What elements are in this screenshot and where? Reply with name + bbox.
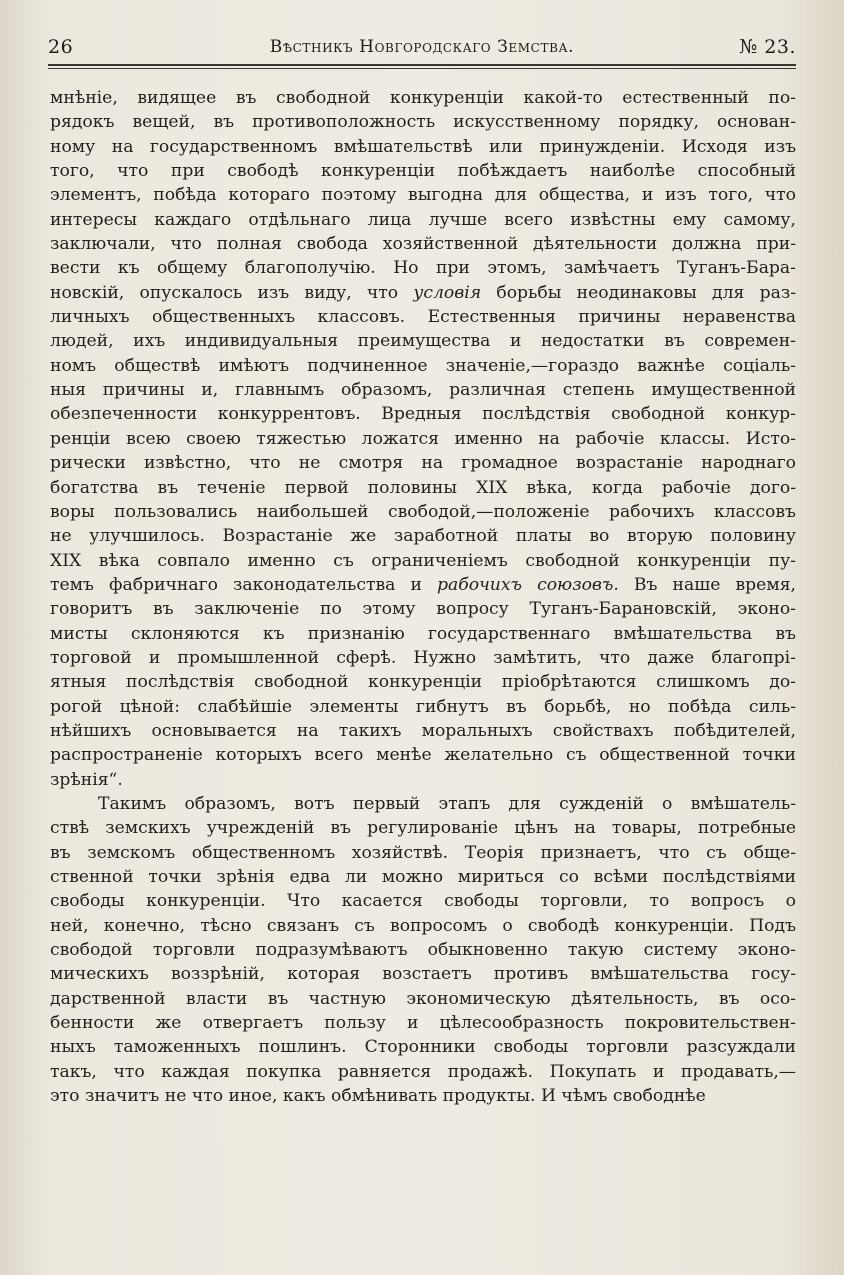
text-line: бенности же отвергаетъ пользу и цѣлесообразность покровительствен- [50, 1013, 796, 1034]
text-line: интересы каждаго отдѣльнаго лица лучше всего извѣстны ему самому, [50, 209, 796, 230]
text-line: ятныя послѣдствія свободной конкуренціи пріобрѣтаются слишкомъ до- [50, 672, 796, 693]
text-line: ствѣ земскихъ учрежденій въ регулированіе цѣнъ на товары, потребные [50, 818, 796, 839]
text-line: богатства въ теченіе первой половины XIX вѣка, когда рабочіе дого- [50, 477, 796, 498]
text-line: говоритъ въ заключеніе по этому вопросу Туганъ-Барановскій, эконо- [50, 599, 796, 620]
text-line: ренціи всею своею тяжестью ложатся именно на рабочіе классы. Исто- [50, 428, 796, 449]
text-line: мисты склоняются къ признанію государственнаго вмѣшательства въ [50, 623, 796, 644]
text-line: дарственной власти въ частную экономическую дѣятельность, въ осо- [50, 988, 796, 1009]
issue-number: № 23. [739, 36, 796, 58]
text-line: рогой цѣной: слабѣйшіе элементы гибнутъ въ борьбѣ, но побѣда силь- [50, 696, 796, 717]
text-line: свободой торговли подразумѣваютъ обыкновенно такую систему эконо- [50, 940, 796, 961]
text-line: это значитъ не что иное, какъ обмѣнивать продукты. И чѣмъ свободнѣе [50, 1086, 706, 1107]
page-number: 26 [48, 36, 74, 58]
text-line: людей, ихъ индивидуальныя преимущества и недостатки въ современ- [50, 331, 796, 352]
text-line: вести къ общему благополучію. Но при этомъ, замѣчаетъ Туганъ-Бара- [50, 258, 796, 279]
text-line: ныхъ таможенныхъ пошлинъ. Сторонники свободы торговли разсуждали [50, 1037, 796, 1058]
text-line: ныя причины и, главнымъ образомъ, различная степень имущественной [50, 380, 796, 401]
text-line: не улучшилось. Возрастаніе же заработной платы во вторую половину [50, 526, 796, 547]
text-line: распространеніе которыхъ всего менѣе желательно съ общественной точки [50, 745, 796, 766]
text-line: торговой и промышленной сферѣ. Нужно замѣтить, что даже благопрі- [50, 647, 796, 668]
running-header [48, 34, 796, 60]
text-line: обезпеченности конкуррентовъ. Вредныя послѣдствія свободной конкур- [50, 404, 796, 425]
text-line: такъ, что каждая покупка равняется продажѣ. Покупать и продавать,— [50, 1061, 796, 1082]
text-line: темъ фабричнаго законодательства и рабочихъ союзовъ. Въ наше время, [50, 574, 796, 595]
text-line: свободы конкуренціи. Что касается свободы торговли, то вопросъ о [50, 891, 796, 912]
text-line: въ земскомъ общественномъ хозяйствѣ. Теорія признаетъ, что съ обще- [50, 842, 796, 863]
text-line: мнѣніе, видящее въ свободной конкуренціи какой-то естественный по- [50, 88, 796, 108]
text-line: ней, конечно, тѣсно связанъ съ вопросомъ о свободѣ конкуренціи. Подъ [50, 915, 796, 936]
text-line: мическихъ воззрѣній, которая возстаетъ противъ вмѣшательства госу- [50, 964, 796, 985]
text-line: номъ обществѣ имѣютъ подчиненное значеніе,—гораздо важнѣе соціаль- [50, 355, 796, 376]
text-line: ственной точки зрѣнія едва ли можно мириться со всѣми послѣдствіями [50, 867, 796, 887]
text-line: рядокъ вещей, въ противоположность искусственному порядку, основан- [50, 112, 796, 133]
text-line: того, что при свободѣ конкуренціи побѣждаетъ наиболѣе способный [50, 161, 796, 182]
text-line: новскій, опускалось изъ виду, что условія борьбы неодинаковы для раз- [50, 282, 796, 303]
emphasis: условія [413, 282, 482, 303]
emphasis: рабочихъ союзовъ. [437, 574, 619, 595]
body-text [50, 86, 796, 1108]
text-line: личныхъ общественныхъ классовъ. Естественныя причины неравенства [50, 307, 796, 328]
text-line: воры пользовались наибольшей свободой,—положеніе рабочихъ классовъ [50, 501, 796, 522]
text-line: зрѣнія“. [50, 769, 123, 790]
text-line: XIX вѣка совпало именно съ ограниченіемъ свободной конкуренціи пу- [50, 550, 796, 571]
text-line: Такимъ образомъ, вотъ первый этапъ для сужденій о вмѣшатель- [98, 793, 796, 814]
text-line: нѣйшихъ основывается на такихъ моральныхъ свойствахъ побѣдителей, [50, 720, 796, 741]
text-line: элементъ, побѣда котораго поэтому выгодна для общества, и изъ того, что [50, 185, 796, 206]
header-rule [48, 64, 796, 66]
text-line: рически извѣстно, что не смотря на громадное возрастаніе народнаго [50, 453, 796, 474]
text-line: заключали, что полная свобода хозяйственной дѣятельности должна при- [50, 234, 796, 255]
journal-title: Вѣстникъ Новгородскаго Земства. [269, 37, 575, 57]
text-line: ному на государственномъ вмѣшательствѣ или принужденіи. Исходя изъ [50, 136, 796, 157]
